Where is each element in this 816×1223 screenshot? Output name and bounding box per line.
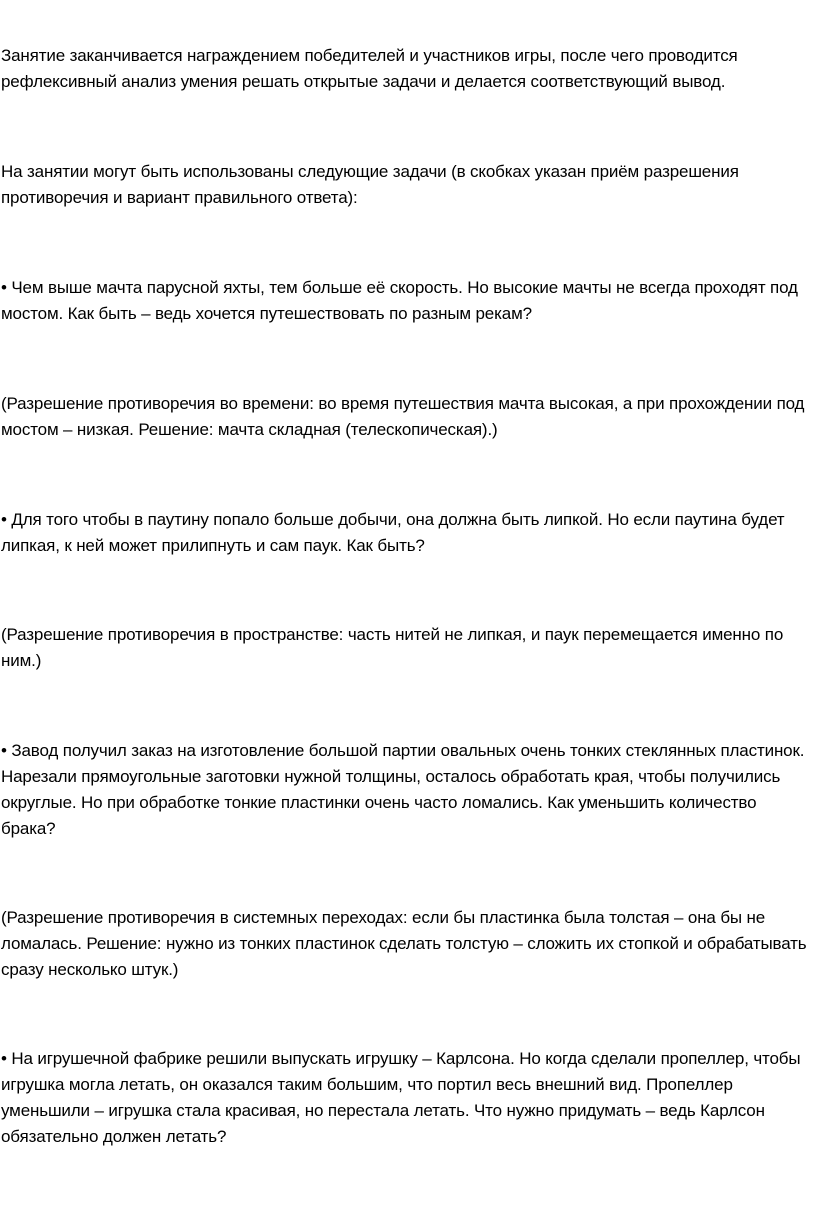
paragraph-conclusion: Занятие заканчивается награждением победителей и участников игры, после чего проводится рефлексивный анализ умения решать открытые задачи и делается соответствующий вывод. [1,46,738,91]
paragraph-task-yacht: • Чем выше мачта парусной яхты, тем больше её скорость. Но высокие мачты не всегда проходят под мостом. Как быть – ведь хочется путешествовать по разным рекам? [1,278,798,323]
paragraph-tasks-intro: На занятии могут быть использованы следующие задачи (в скобках указан приём разрешения противоречия и вариант правильного ответа): [1,162,739,207]
paragraph-answer-yacht: (Разрешение противоречия во времени: во время путешествия мачта высокая, а при прохождении под мостом – низкая. Решение: мачта складная (телескопическая).) [1,394,805,439]
paragraph-task-web: • Для того чтобы в паутину попало больше добычи, она должна быть липкой. Но если паутина будет липкая, к ней может прилипнуть и сам паук. Как быть? [1,510,785,555]
paragraph-task-glass: • Завод получил заказ на изготовление большой партии овальных очень тонких стеклянных пластинок. Нарезали прямоугольные заготовки нужной толщины, осталось обработать края, чтобы получились округлые. Но при обработке тонкие пластинки очень часто ломались. Как уменьшить количество брака? [1,741,805,838]
paragraph-answer-glass: (Разрешение противоречия в системных переходах: если бы пластинка была толстая – она бы не ломалась. Решение: нужно из тонких пластинок сделать толстую – сложить их стопкой и обрабатывать сразу несколько штук.) [1,908,807,979]
paragraph-task-karlsson: • На игрушечной фабрике решили выпускать игрушку – Карлсона. Но когда сделали пропеллер, чтобы игрушка могла летать, он оказался таким большим, что портил весь внешний вид. Пропеллер уменьшили – игрушка стала красивая, но перестала летать. Что нужно придумать – ведь Карлсон обязательно должен летать? [1,1049,801,1146]
paragraph-answer-web: (Разрешение противоречия в пространстве: часть нитей не липкая, и паук перемещается именно по ним.) [1,625,784,670]
